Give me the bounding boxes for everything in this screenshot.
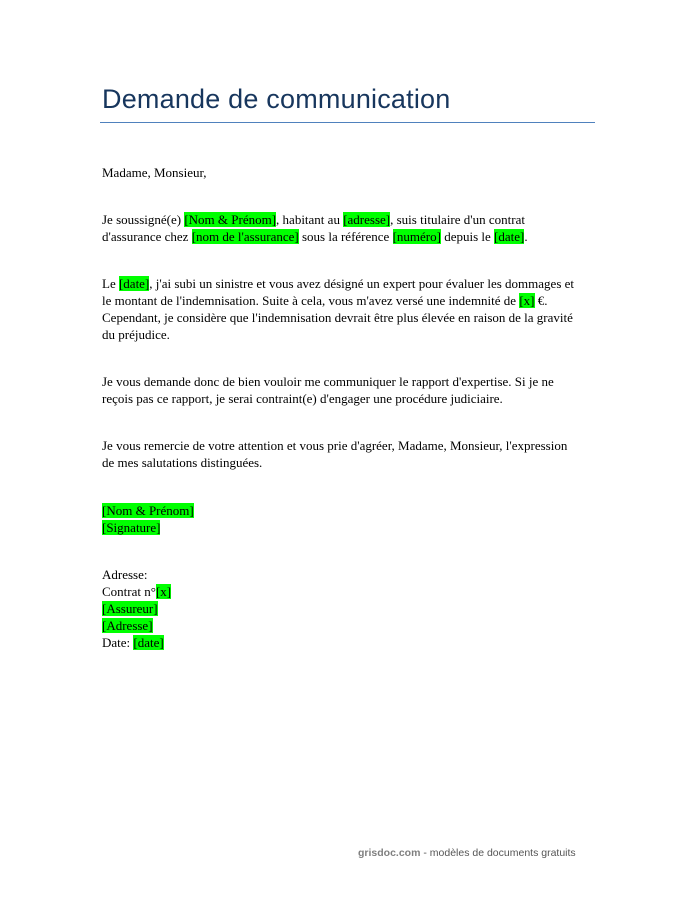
text-run: depuis le (440, 229, 495, 244)
paragraph-claim (102, 275, 597, 343)
document-title: Demande de communication (102, 84, 451, 114)
text-run: , suis titulaire d'un contrat (390, 212, 525, 227)
placeholder-contract: [x] (155, 584, 172, 599)
paragraph-line: Cependant, je considère que l'indemnisation devrait être plus élevée en raison de la gravité (102, 310, 573, 325)
signature-block (102, 502, 597, 536)
paragraph-request (102, 373, 597, 407)
text-run: Le (102, 276, 119, 291)
placeholder-contract-number: [numéro] (392, 229, 441, 244)
paragraph-line: du préjudice. (102, 327, 170, 342)
paragraph-line: de mes salutations distinguées. (102, 455, 263, 470)
placeholder-signer-name: [Nom & Prénom] (102, 503, 194, 518)
text-run: Je soussigné(e) (102, 212, 185, 227)
address-label: Adresse: (102, 567, 148, 582)
placeholder-date: [date] (494, 229, 525, 244)
placeholder-date: [date] (133, 635, 164, 650)
paragraph-line (102, 228, 597, 245)
footer (358, 847, 576, 859)
footer-text: - modèles de documents gratuits (420, 847, 576, 859)
placeholder-address: [Adresse] (102, 618, 153, 633)
title-underline (100, 122, 595, 123)
paragraph-closing (102, 437, 597, 471)
paragraph-line (102, 211, 597, 228)
text-run: sous la référence (298, 229, 393, 244)
address-block (102, 566, 597, 651)
placeholder-name: [Nom & Prénom] (184, 212, 277, 227)
placeholder-date: [date] (118, 276, 150, 291)
text-run: , j'ai subi un sinistre et vous avez désigné un expert pour évaluer les dommages et (149, 276, 575, 291)
placeholder-insurer: [Assureur] (102, 601, 158, 616)
placeholder-insurer: [nom de l'assurance] (191, 229, 299, 244)
placeholder-address: [adresse] (343, 212, 391, 227)
paragraph-line (102, 292, 597, 309)
paragraph-line (102, 275, 597, 292)
text-run: €. (534, 293, 548, 308)
date-label: Date: (102, 635, 134, 650)
placeholder-amount: [x] (519, 293, 535, 308)
text-run: le montant de l'indemnisation. Suite à cela, vous m'avez versé une indemnité de (102, 293, 520, 308)
paragraph-line: Je vous demande donc de bien vouloir me communiquer le rapport d'expertise. Si je ne (102, 374, 554, 389)
placeholder-signature: [Signature] (102, 520, 161, 535)
contract-label: Contrat n° (102, 584, 156, 599)
footer-brand-link[interactable]: grisdoc.com (358, 847, 421, 859)
text-run: d'assurance chez (102, 229, 192, 244)
paragraph-line: Je vous remercie de votre attention et vous prie d'agréer, Madame, Monsieur, l'expression (102, 438, 568, 453)
text-run: . (524, 229, 528, 244)
paragraph-line: reçois pas ce rapport, je serai contraint(e) d'engager une procédure judiciaire. (102, 391, 503, 406)
text-run: , habitant au (276, 212, 344, 227)
salutation: Madame, Monsieur, (102, 165, 207, 180)
paragraph-identity (102, 211, 597, 245)
